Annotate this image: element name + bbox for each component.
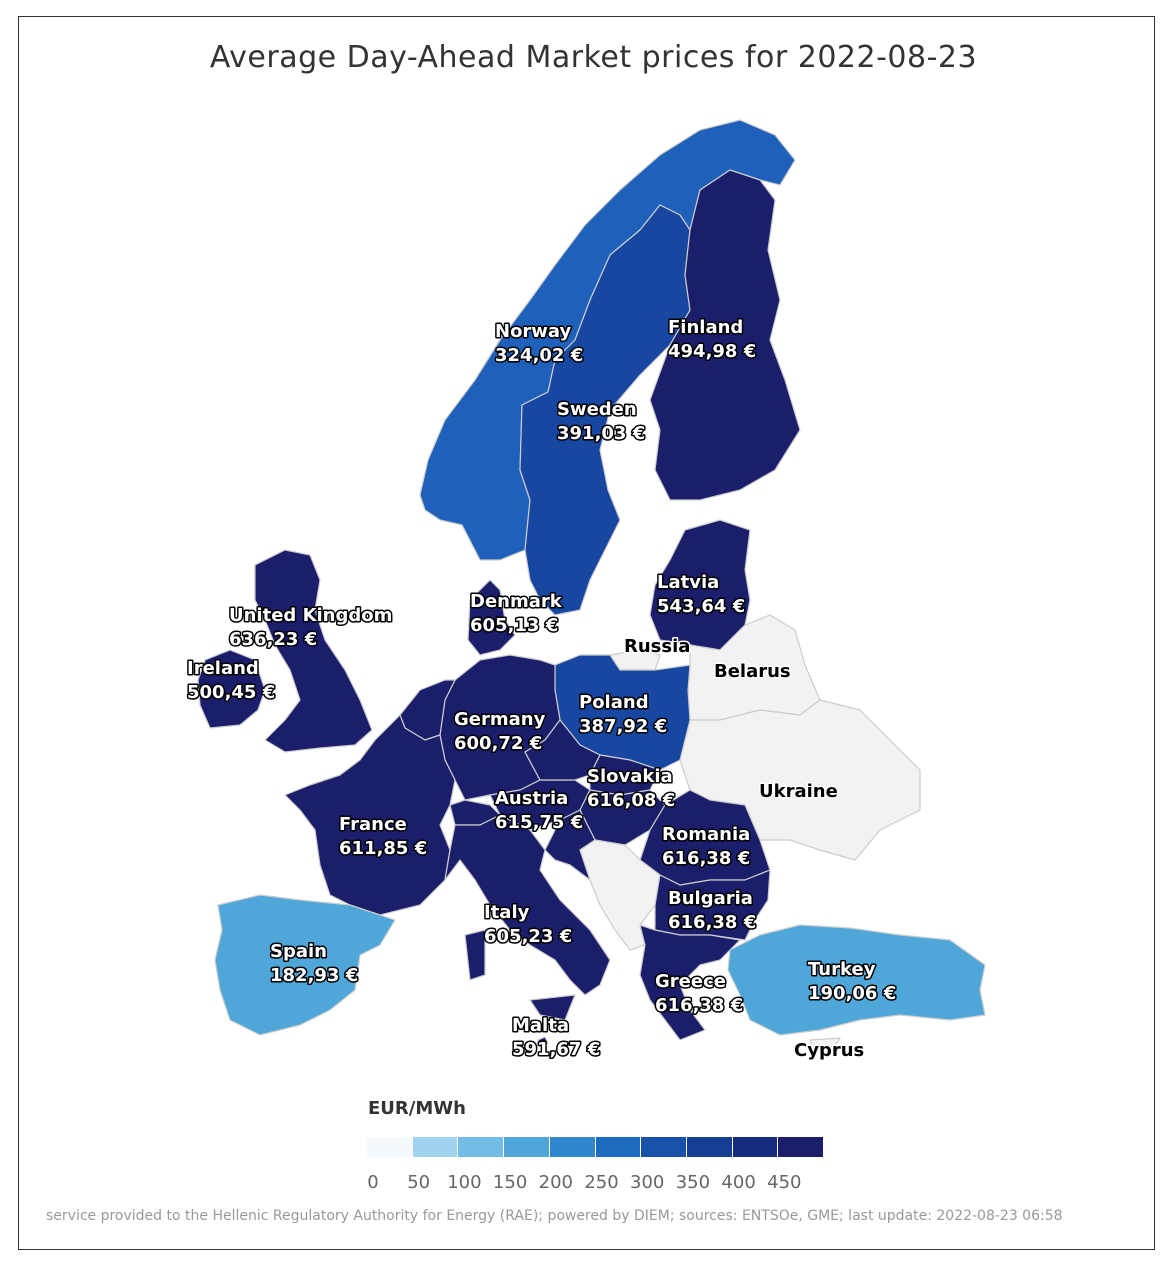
legend-tick-label: 400 bbox=[721, 1172, 756, 1193]
label-slovakia: Slovakia bbox=[587, 766, 673, 787]
label-greece: Greece bbox=[655, 971, 726, 992]
legend-tick-label: 350 bbox=[675, 1172, 711, 1193]
label-united-kingdom: United Kingdom bbox=[229, 605, 393, 626]
price-latvia: 543,64 € bbox=[657, 596, 746, 617]
legend-tick-label: 200 bbox=[538, 1172, 573, 1193]
price-italy: 605,23 € bbox=[484, 926, 573, 947]
label-russia: Russia bbox=[624, 636, 691, 657]
price-malta: 591,67 € bbox=[512, 1039, 601, 1060]
label-ukraine: Ukraine bbox=[759, 781, 838, 802]
legend-swatch bbox=[596, 1137, 642, 1157]
price-spain: 182,93 € bbox=[270, 965, 359, 986]
label-latvia: Latvia bbox=[657, 572, 720, 593]
label-malta: Malta bbox=[512, 1015, 569, 1036]
legend-swatch bbox=[413, 1137, 459, 1157]
label-turkey: Turkey bbox=[808, 959, 876, 980]
price-slovakia: 616,08 € bbox=[587, 790, 676, 811]
legend-swatch bbox=[504, 1137, 550, 1157]
label-bulgaria: Bulgaria bbox=[668, 888, 753, 909]
legend-color-scale bbox=[367, 1137, 824, 1157]
country-united-kingdom[interactable] bbox=[255, 550, 372, 752]
island-sardinia[interactable] bbox=[465, 930, 485, 980]
legend-swatch bbox=[458, 1137, 504, 1157]
legend-tick-label: 0 bbox=[367, 1172, 379, 1193]
label-finland: Finland bbox=[668, 317, 744, 338]
legend-tick-label: 150 bbox=[492, 1172, 528, 1193]
legend-swatch bbox=[733, 1137, 779, 1157]
price-finland: 494,98 € bbox=[668, 341, 757, 362]
label-sweden: Sweden bbox=[557, 399, 637, 420]
price-greece: 616,38 € bbox=[655, 995, 744, 1016]
price-sweden: 391,03 € bbox=[557, 423, 646, 444]
price-united-kingdom: 636,23 € bbox=[229, 629, 318, 650]
label-poland: Poland bbox=[579, 692, 649, 713]
legend-swatch bbox=[641, 1137, 687, 1157]
price-poland: 387,92 € bbox=[579, 716, 668, 737]
legend-tick-label: 450 bbox=[767, 1172, 802, 1193]
label-belarus: Belarus bbox=[714, 661, 791, 682]
country-turkey[interactable] bbox=[728, 925, 985, 1035]
legend-swatch bbox=[778, 1137, 824, 1157]
price-bulgaria: 616,38 € bbox=[668, 912, 757, 933]
label-denmark: Denmark bbox=[470, 591, 562, 612]
price-austria: 615,75 € bbox=[495, 812, 584, 833]
legend-swatch bbox=[687, 1137, 733, 1157]
price-france: 611,85 € bbox=[339, 838, 428, 859]
label-norway: Norway bbox=[495, 321, 572, 342]
label-germany: Germany bbox=[454, 709, 546, 730]
legend-tick-label: 50 bbox=[407, 1172, 431, 1193]
price-turkey: 190,06 € bbox=[808, 983, 897, 1004]
price-denmark: 605,13 € bbox=[470, 615, 559, 636]
chart-title: Average Day-Ahead Market prices for 2022-08-23 bbox=[209, 40, 978, 75]
credits[interactable]: service provided to the Hellenic Regulatory Authority for Energy (RAE); powered by DIEM; sources: ENTSOe, GME; last update: 2022-08-23 06:58 bbox=[46, 1208, 1063, 1224]
price-norway: 324,02 € bbox=[495, 345, 584, 366]
price-romania: 616,38 € bbox=[662, 848, 751, 869]
label-austria: Austria bbox=[495, 788, 569, 809]
legend-tick-label: 300 bbox=[630, 1172, 665, 1193]
legend-swatch bbox=[367, 1137, 413, 1157]
legend-tick-label: 100 bbox=[447, 1172, 482, 1193]
label-italy: Italy bbox=[484, 902, 530, 923]
label-romania: Romania bbox=[662, 824, 751, 845]
label-cyprus: Cyprus bbox=[794, 1040, 865, 1061]
label-spain: Spain bbox=[270, 941, 327, 962]
legend-tick-label: 250 bbox=[584, 1172, 619, 1193]
legend-title: EUR/MWh bbox=[368, 1098, 466, 1119]
label-ireland: Ireland bbox=[187, 658, 259, 679]
label-france: France bbox=[339, 814, 407, 835]
legend-swatch bbox=[550, 1137, 596, 1157]
price-germany: 600,72 € bbox=[454, 733, 543, 754]
price-ireland: 500,45 € bbox=[187, 682, 276, 703]
